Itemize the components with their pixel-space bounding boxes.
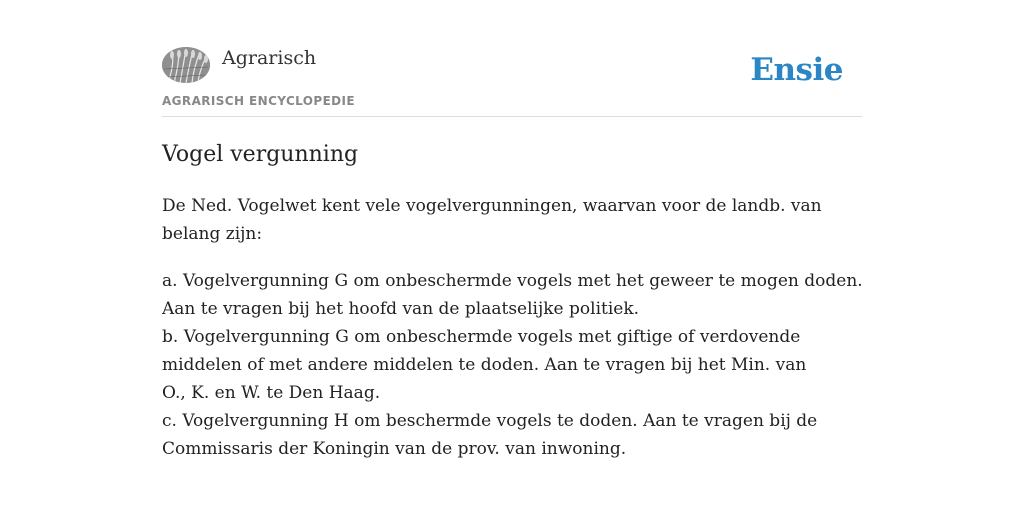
source-header: [162, 44, 862, 117]
wheat-ears-icon[interactable]: [162, 47, 210, 83]
article-title: Vogel vergunning: [162, 142, 359, 167]
intro-paragraph: [162, 192, 862, 248]
ensie-logo[interactable]: Ensie: [750, 52, 843, 88]
source-name[interactable]: Agrarisch: [222, 47, 317, 69]
text-line: b. Vogelvergunning G om onbeschermde vogels met giftige of verdovende: [162, 327, 801, 347]
text-line: De Ned. Vogelwet kent vele vogelvergunningen, waarvan voor de landb. van: [162, 196, 822, 216]
text-line: O., K. en W. te Den Haag.: [162, 383, 381, 403]
text-line: middelen of met andere middelen te doden. Aan te vragen bij het Min. van: [162, 355, 807, 375]
text-line: a. Vogelvergunning G om onbeschermde vogels met het geweer te mogen doden.: [162, 271, 863, 291]
text-line: Commissaris der Koningin van de prov. van inwoning.: [162, 439, 627, 459]
text-line: Aan te vragen bij het hoofd van de plaatselijke politiek.: [162, 299, 640, 319]
permit-list: [162, 267, 862, 463]
text-line: belang zijn:: [162, 224, 263, 244]
source-subtitle: AGRARISCH ENCYCLOPEDIE: [162, 94, 355, 108]
text-line: c. Vogelvergunning H om beschermde vogels te doden. Aan te vragen bij de: [162, 411, 818, 431]
